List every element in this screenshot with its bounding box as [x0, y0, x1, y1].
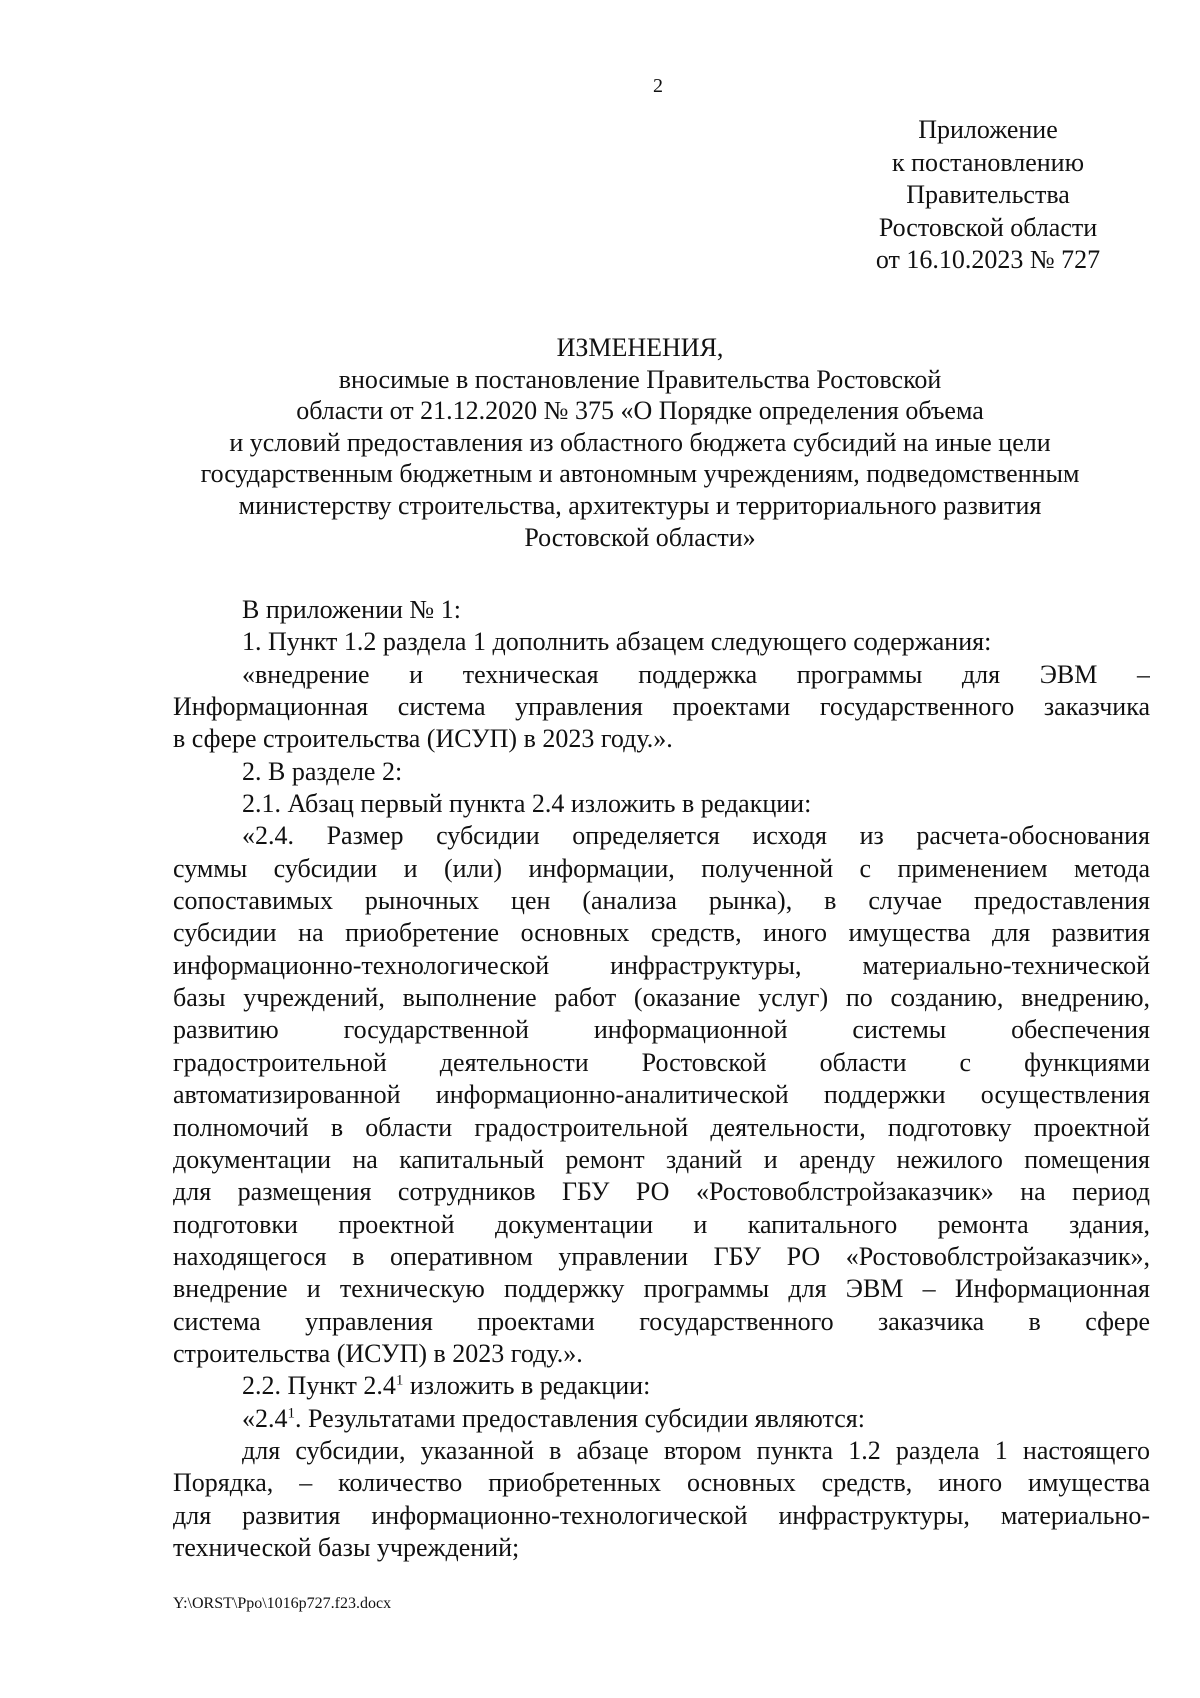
- quote-line: в сфере строительства (ИСУП) в 2023 году.».: [173, 724, 673, 754]
- clause-2-4-line: суммы субсидии и (или) информации, полученной с применением метода: [173, 853, 1150, 883]
- item-2-2-superscript: 1: [395, 1372, 404, 1389]
- file-path-footer: Y:\ORST\Ppo\1016p727.f23.docx: [173, 1595, 392, 1612]
- clause-2-4-line: для размещения сотрудников ГБУ РО «Ростовоблстройзаказчик» на период: [173, 1177, 1150, 1207]
- clause-2-4-line: сопоставимых рыночных цен (анализа рынка), в случае предоставления: [173, 886, 1150, 916]
- quote-line: Информационная система управления проектами государственного заказчика: [173, 692, 1150, 722]
- clause-2-4-line: документации на капитальный ремонт зданий и аренду нежилого помещения: [173, 1144, 1150, 1174]
- clause-2-4-1-number: «2.4: [242, 1403, 288, 1433]
- clause-2-4-line: развитию государственной информационной системы обеспечения: [173, 1015, 1150, 1045]
- clause-2-4-line: автоматизированной информационно-аналитической поддержки осуществления: [173, 1080, 1150, 1110]
- title-heading: ИЗМЕНЕНИЯ,: [556, 333, 724, 362]
- clause-2-4-line: внедрение и техническую поддержку программы для ЭВМ – Информационная: [173, 1274, 1150, 1304]
- clause-2-4-line: информационно-технологической инфраструктуры, материально-технической: [173, 950, 1150, 980]
- paragraph-item-2-2: [173, 1370, 1150, 1402]
- clause-2-4-1-heading: [173, 1403, 1150, 1435]
- clause-2-4-line: находящегося в оперативном управлении ГБУ РО «Ростовоблстройзаказчик»,: [173, 1241, 1150, 1271]
- result-line: для развития информационно-технологической инфраструктуры, материально-: [173, 1500, 1150, 1530]
- appendix-line: от 16.10.2023 № 727: [875, 245, 1101, 275]
- title-line: министерству строительства, архитектуры и территориального развития: [238, 490, 1042, 520]
- item-2-2-text: 2.2. Пункт 2.4: [242, 1371, 396, 1401]
- appendix-line: к постановлению: [891, 147, 1085, 177]
- paragraph-appendix-intro: В приложении № 1:: [242, 595, 461, 624]
- clause-2-4-line: субсидии на приобретение основных средств, иного имущества для развития: [173, 918, 1150, 948]
- clause-2-4-line: базы учреждений, выполнение работ (оказание услуг) по созданию, внедрению,: [173, 983, 1150, 1013]
- appendix-line: Правительства: [906, 180, 1070, 210]
- title-line: области от 21.12.2020 № 375 «О Порядке определения объема: [296, 396, 984, 426]
- clause-2-4-line: «2.4. Размер субсидии определяется исходя из расчета-обоснования: [242, 821, 1150, 851]
- document-title: [160, 332, 1120, 553]
- clause-2-4-line: градостроительной деятельности Ростовской области с функциями: [173, 1047, 1150, 1077]
- title-line: Ростовской области»: [524, 522, 756, 552]
- appendix-line: Ростовской области: [878, 212, 1098, 242]
- clause-2-4-line: полномочий в области градостроительной деятельности, подготовку проектной: [173, 1112, 1150, 1142]
- quote-line: «внедрение и техническая поддержка программы для ЭВМ –: [242, 659, 1150, 689]
- item-2-2-text-tail: изложить в редакции:: [403, 1371, 651, 1401]
- result-line: Порядка, – количество приобретенных основных средств, иного имущества: [173, 1468, 1150, 1498]
- clause-2-4-1-superscript: 1: [287, 1404, 295, 1421]
- title-line: и условий предоставления из областного бюджета субсидий на иные цели: [229, 427, 1051, 457]
- title-line: вносимые в постановление Правительства Ростовской: [338, 364, 942, 394]
- clause-2-4-line: подготовки проектной документации и капитального ремонта здания,: [173, 1209, 1150, 1239]
- document-body: [173, 594, 1150, 1564]
- result-line: для субсидии, указанной в абзаце втором пункта 1.2 раздела 1 настоящего: [242, 1435, 1150, 1465]
- appendix-line: Приложение: [918, 115, 1058, 144]
- clause-2-4-line: строительства (ИСУП) в 2023 году.».: [173, 1338, 583, 1368]
- clause-2-4-line: система управления проектами государственного заказчика в сфере: [173, 1306, 1150, 1336]
- paragraph-item-2-1: 2.1. Абзац первый пункта 2.4 изложить в редакции:: [242, 789, 812, 819]
- result-line: технической базы учреждений;: [173, 1532, 520, 1562]
- clause-2-4-1-text: . Результатами предоставления субсидии являются:: [295, 1403, 865, 1433]
- page-number: 2: [653, 75, 663, 97]
- title-line: государственным бюджетным и автономным учреждениям, подведомственным: [200, 459, 1080, 489]
- appendix-reference: [830, 114, 1146, 277]
- paragraph-item-2: 2. В разделе 2:: [242, 756, 403, 786]
- paragraph-item-1: 1. Пункт 1.2 раздела 1 дополнить абзацем следующего содержания:: [242, 627, 992, 657]
